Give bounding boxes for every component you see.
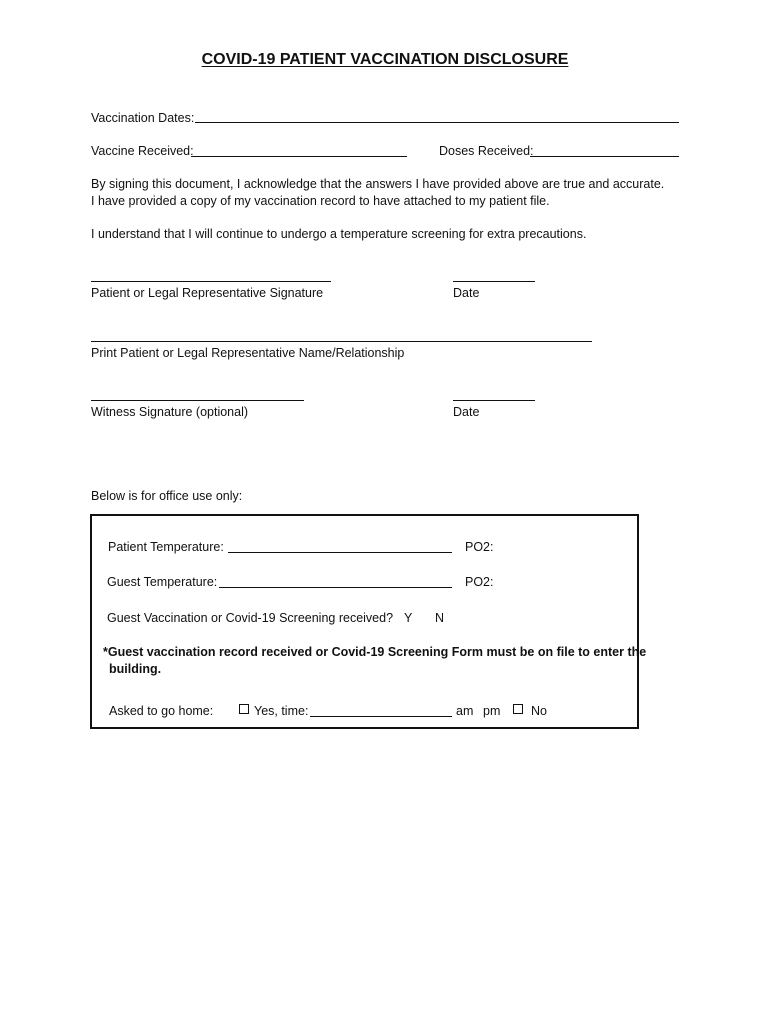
patient-po2-label: PO2: xyxy=(465,540,494,554)
acknowledge-statement-line-1: By signing this document, I acknowledge that the answers I have provided above are true and accurate. xyxy=(91,177,665,191)
guest-notice-line-1: *Guest vaccination record received or Covid-19 Screening Form must be on file to enter the xyxy=(103,645,647,659)
yes-time-label: Yes, time: xyxy=(254,704,309,718)
witness-signature-label: Witness Signature (optional) xyxy=(91,405,249,419)
patient-date-label: Date xyxy=(453,286,480,300)
patient-date-field[interactable] xyxy=(453,281,535,282)
asked-to-go-home-label: Asked to go home: xyxy=(109,704,214,718)
form-title: COVID-19 PATIENT VACCINATION DISCLOSURE xyxy=(201,51,569,68)
temperature-screening-statement: I understand that I will continue to undergo a temperature screening for extra precautions. xyxy=(91,227,587,241)
yes-checkbox[interactable] xyxy=(239,704,249,714)
vaccine-received-label: Vaccine Received: xyxy=(91,144,194,158)
guest-screening-yes-option[interactable]: Y xyxy=(404,611,413,625)
guest-temperature-field[interactable] xyxy=(219,587,452,588)
print-name-label: Print Patient or Legal Representative Name/Relationship xyxy=(91,346,405,360)
guest-po2-label: PO2: xyxy=(465,575,494,589)
time-field[interactable] xyxy=(310,716,452,717)
guest-screening-question: Guest Vaccination or Covid-19 Screening received? xyxy=(107,611,394,625)
vaccine-received-field[interactable] xyxy=(191,156,407,157)
witness-date-label: Date xyxy=(453,405,480,419)
guest-screening-no-option[interactable]: N xyxy=(435,611,445,625)
patient-temperature-label: Patient Temperature: xyxy=(108,540,224,554)
patient-signature-field[interactable] xyxy=(91,281,331,282)
pm-label[interactable]: pm xyxy=(483,704,501,718)
no-label: No xyxy=(531,704,547,718)
vaccination-dates-field[interactable] xyxy=(195,122,679,123)
office-use-heading: Below is for office use only: xyxy=(91,489,243,503)
am-label[interactable]: am xyxy=(456,704,474,718)
doses-received-label: Doses Received: xyxy=(439,144,534,158)
print-name-field[interactable] xyxy=(91,341,592,342)
patient-signature-label: Patient or Legal Representative Signature xyxy=(91,286,324,300)
acknowledge-statement-line-2: I have provided a copy of my vaccination record to have attached to my patient file. xyxy=(91,194,550,208)
no-checkbox[interactable] xyxy=(513,704,523,714)
guest-temperature-label: Guest Temperature: xyxy=(107,575,218,589)
guest-notice-line-2: building. xyxy=(109,662,162,676)
patient-temperature-field[interactable] xyxy=(228,552,452,553)
witness-signature-field[interactable] xyxy=(91,400,304,401)
witness-date-field[interactable] xyxy=(453,400,535,401)
vaccination-dates-label: Vaccination Dates: xyxy=(91,111,195,125)
doses-received-field[interactable] xyxy=(530,156,679,157)
